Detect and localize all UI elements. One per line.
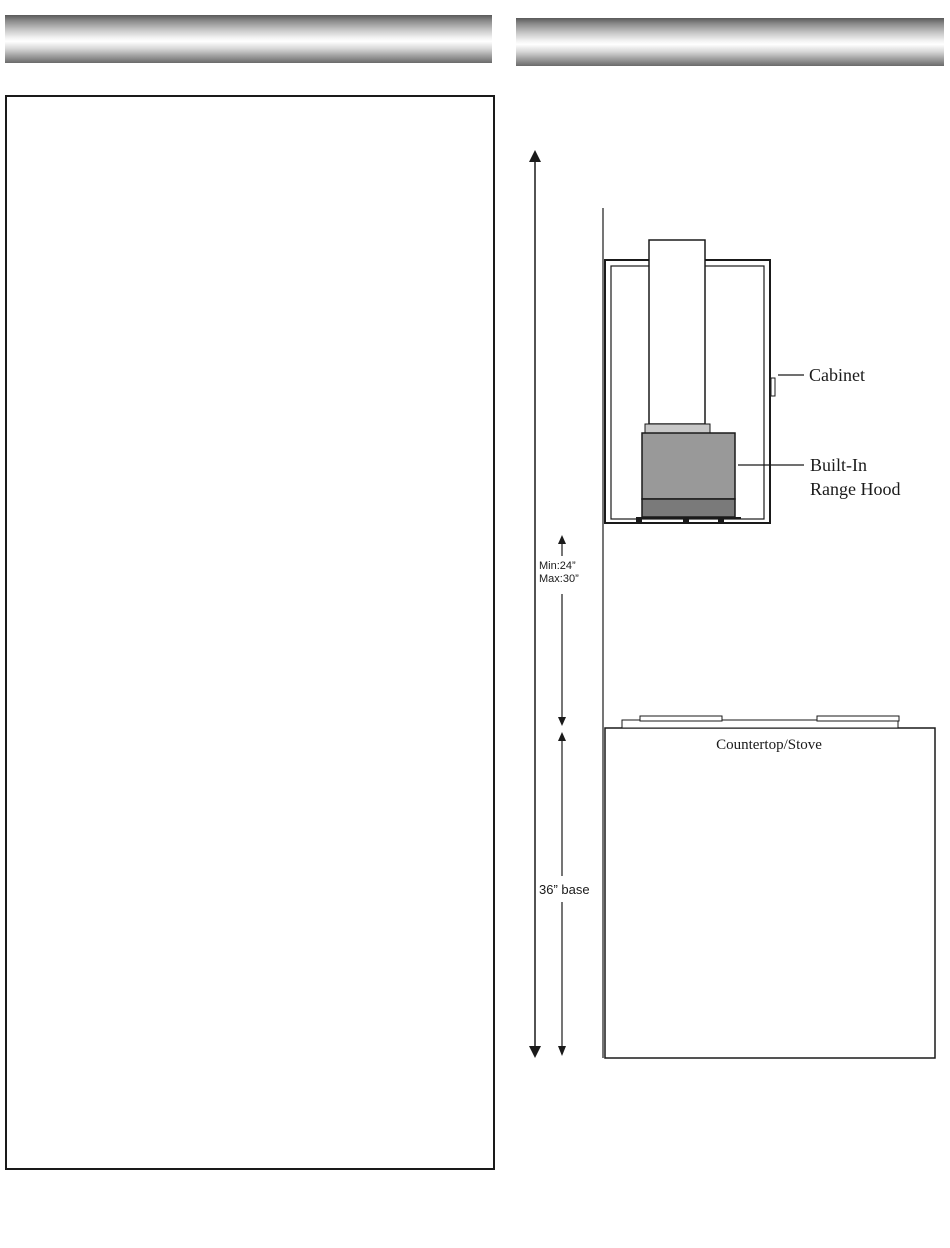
arrow-down-icon (558, 1046, 566, 1056)
arrow-up-icon (558, 732, 566, 741)
duct-chimney (645, 240, 710, 434)
hood-label-line2: Range Hood (810, 479, 901, 499)
arrow-down-icon (529, 1046, 541, 1058)
clearance-min-label: Min:24” (539, 560, 576, 572)
base-height-label: 36” base (539, 882, 590, 897)
cabinet-label: Cabinet (809, 365, 865, 385)
arrow-down-icon (558, 717, 566, 726)
countertop-stove-drawing (605, 716, 935, 1058)
range-hood-drawing (636, 433, 741, 523)
hood-label-line1: Built-In (810, 455, 867, 475)
overall-height-dimension (529, 150, 541, 1058)
countertop-label: Countertop/Stove (716, 737, 822, 753)
arrow-up-icon (529, 150, 541, 162)
arrow-up-icon (558, 535, 566, 544)
clearance-max-label: Max:30” (539, 573, 579, 585)
